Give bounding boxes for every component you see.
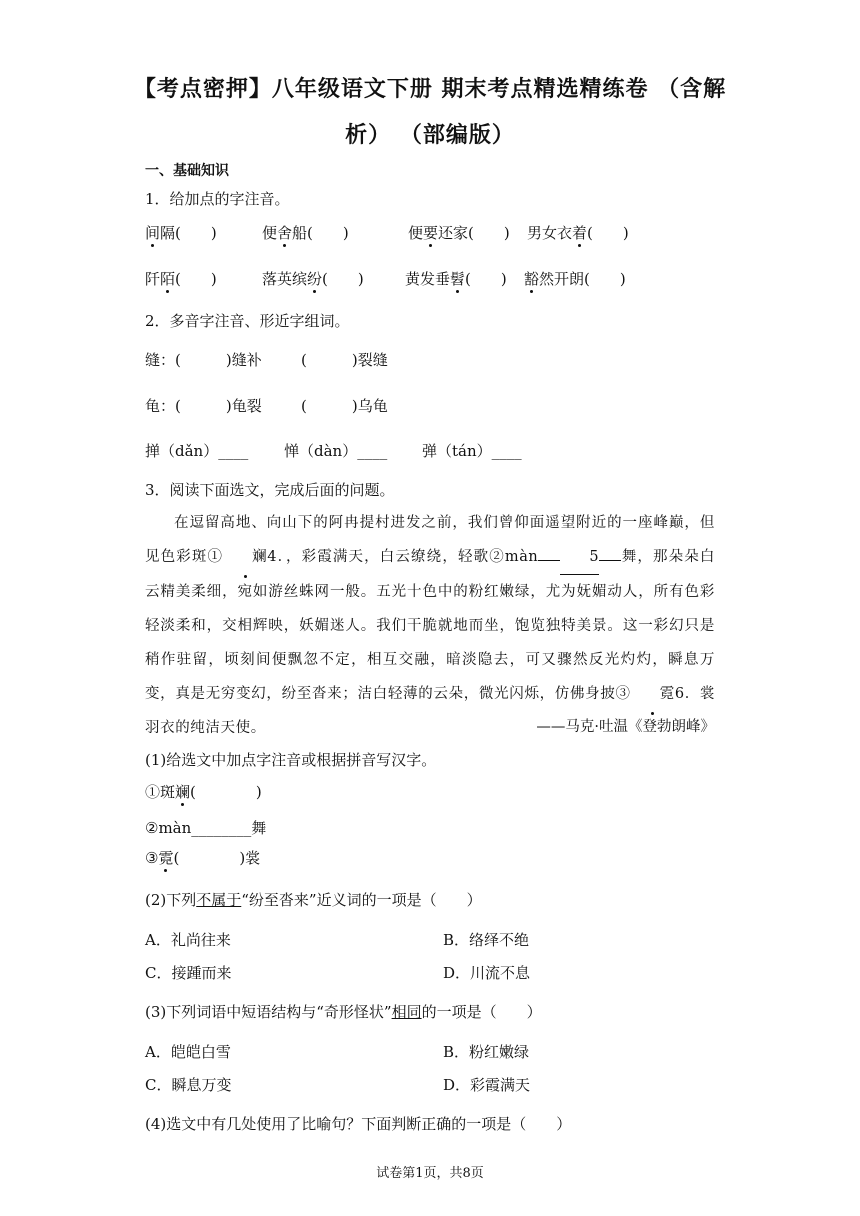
q3-sub3-option-a: A．皑皑白雪: [145, 1043, 231, 1061]
question-1-stem: 1．给加点的字注音。: [145, 190, 290, 208]
q2-word-2: 惮（dàn）____: [284, 442, 388, 460]
q3-sub2-option-b: B．络绎不绝: [443, 931, 530, 949]
q2-word-1: 掸（dǎn）____: [145, 442, 249, 460]
q3-sub3-stem: (3)下列词语中短语结构与“奇形怪状”相同的一项是（ ）: [145, 1003, 542, 1021]
q1-item-3: 便要还家( ): [408, 224, 510, 242]
section-heading: 一、基础知识: [145, 163, 229, 179]
q2-feng-a: 缝：( )缝补: [145, 351, 262, 369]
q3-sub3-option-d: D．彩霞满天: [443, 1076, 531, 1094]
q3-sub2-stem: (2)下列不属于“纷至沓来”近义词的一项是（ ）: [145, 891, 482, 909]
q2-feng-b: ( )裂缝: [301, 351, 388, 369]
question-2-stem: 2．多音字注音、形近字组词。: [145, 312, 350, 330]
q3-sub4-stem: (4)选文中有几处使用了比喻句？下面判断正确的一项是（ ）: [145, 1115, 572, 1133]
q1-item-7: 黄发垂髫( ): [405, 270, 507, 288]
q1-item-4: 男女衣着( ): [527, 224, 629, 242]
page-title-line2: 析） （部编版）: [345, 123, 515, 148]
q2-gui-a: 龟：( )龟裂: [145, 397, 262, 415]
q1-item-2: 便舍船( ): [262, 224, 349, 242]
reading-passage: 在逗留高地、向山下的阿冉提村进发之前，我们曾仰面遥望附近的一座峰巅，但见色彩斑① 斓4．，彩霞满天，白云缭绕，轻歌②màn 5 舞，那朵朵白云精美柔细，宛如游丝蛛网一般。五光十色中的粉红嫩绿，尤为妩媚动人，所有色彩轻淡柔和，交相辉映，妖媚迷人。我们干脆就地而坐，饱览独特美景。这一彩幻只是稍作驻留，顷刻间便飘忽不定，相互交融，暗淡隐去，可又骤然反光灼灼，瞬息万变，真是无穷变幻，纷至沓来；洁白轻薄的云朵，微光闪烁，仿佛身披③ 霓6．裳羽衣的纯洁天使。: [145, 515, 715, 736]
q3-sub2-option-a: A．礼尚往来: [145, 931, 231, 949]
q2-word-3: 弹（tán）____: [422, 442, 522, 460]
page-title-line1: 【考点密押】八年级语文下册 期末考点精选精练卷 （含解: [133, 77, 727, 102]
q3-sub3-option-b: B．粉红嫩绿: [443, 1043, 530, 1061]
q3-sub1-c: ③霓( )裳: [145, 849, 261, 867]
q2-gui-b: ( )乌龟: [301, 397, 388, 415]
q3-sub1-b: ②màn________舞: [145, 819, 267, 837]
q3-sub1-a: ①斑斓( ): [145, 783, 262, 801]
q1-item-5: 阡陌( ): [145, 270, 217, 288]
q1-item-1: 间隔( ): [145, 224, 217, 242]
q3-sub2-option-d: D．川流不息: [443, 964, 531, 982]
page-footer: 试卷第1页，共8页: [376, 1166, 484, 1181]
q3-sub1-stem: (1)给选文中加点字注音或根据拼音写汉字。: [145, 751, 437, 769]
q1-item-8: 豁然开朗( ): [524, 270, 626, 288]
q3-sub2-option-c: C．接踵而来: [145, 964, 232, 982]
passage-source: ——马克·吐温《登勃朗峰》: [536, 719, 715, 735]
q1-item-6: 落英缤纷( ): [262, 270, 364, 288]
question-3-stem: 3．阅读下面选文，完成后面的问题。: [145, 481, 395, 499]
q3-sub3-option-c: C．瞬息万变: [145, 1076, 232, 1094]
